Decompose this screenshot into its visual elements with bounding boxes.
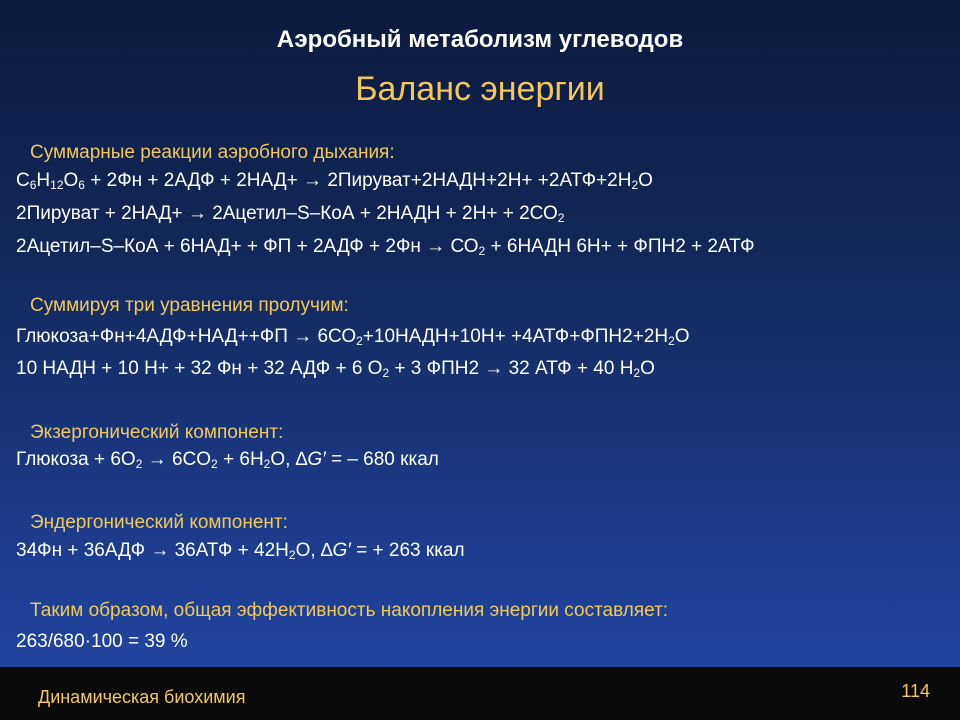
section-heading-efficiency: Таким образом, общая эффективность накопления энергии составляет: [30, 600, 669, 621]
section-heading-summary-reactions: Суммарные реакции аэробного дыхания: [30, 142, 395, 163]
equation-exergonic: Глюкоза + $6O_2 \to 6CO_2 + 6H_2O$, ∆G′ = – 680 ккал [16, 449, 439, 471]
footer-course-name: Динамическая биохимия [38, 687, 246, 707]
equation-endergonic: $34Фн + 36АДФ \to 36АТФ + 42H_2O$, ∆G′ = + 263 ккал [16, 540, 465, 562]
slide-title: Аэробный метаболизм углеводов [276, 26, 684, 53]
section-heading-endergonic: Эндергонический компонент: [30, 512, 288, 533]
equation-pyruvate-to-acetyl-coa: 2Пируват + 2НАД+ → 2Ацетил–S–КоА + 2НАДН + $2Н+ + 2СО_2$ [16, 203, 565, 225]
section-heading-summing: Суммируя три уравнения пролучим: [30, 295, 349, 316]
page-number: 114 [901, 681, 930, 701]
equation-glucose-total: Глюкоза+Фн+4АДФ+НАД++ФП → $6СО_2+10НАДН+10Н+ +4АТФ+ФПН2+2H_2O$ [16, 326, 690, 348]
equation-acetyl-coa-oxidation: 2Ацетил–S–КоА + 6НАД+ + ФП + $2АДФ + 2Фн \to СО_2$ + 6НАДН 6Н+ + ФПН2 + 2АТФ [16, 236, 755, 258]
footer-bar [0, 667, 960, 720]
equation-efficiency: 263/680·100 = 39 % [16, 631, 188, 652]
slide-subtitle: Баланс энергии [355, 70, 605, 108]
section-heading-exergonic: Экзергонический компонент: [30, 422, 284, 443]
equation-glucose-to-pyruvate: $C_6H_{12}O_6 + 2Фн + 2АДФ + 2НАД+$ → 2Пируват+2НАДН+2Н+ $+2АТФ+2H_2O$ [16, 170, 653, 192]
equation-oxidative-phosphorylation: 10 НАДН + 10 Н+ + 32 Фн + 32 АДФ + 6 $О_2 + 3$ ФПН2 → 32 АТФ + 40 $H_2O$ [16, 358, 655, 380]
